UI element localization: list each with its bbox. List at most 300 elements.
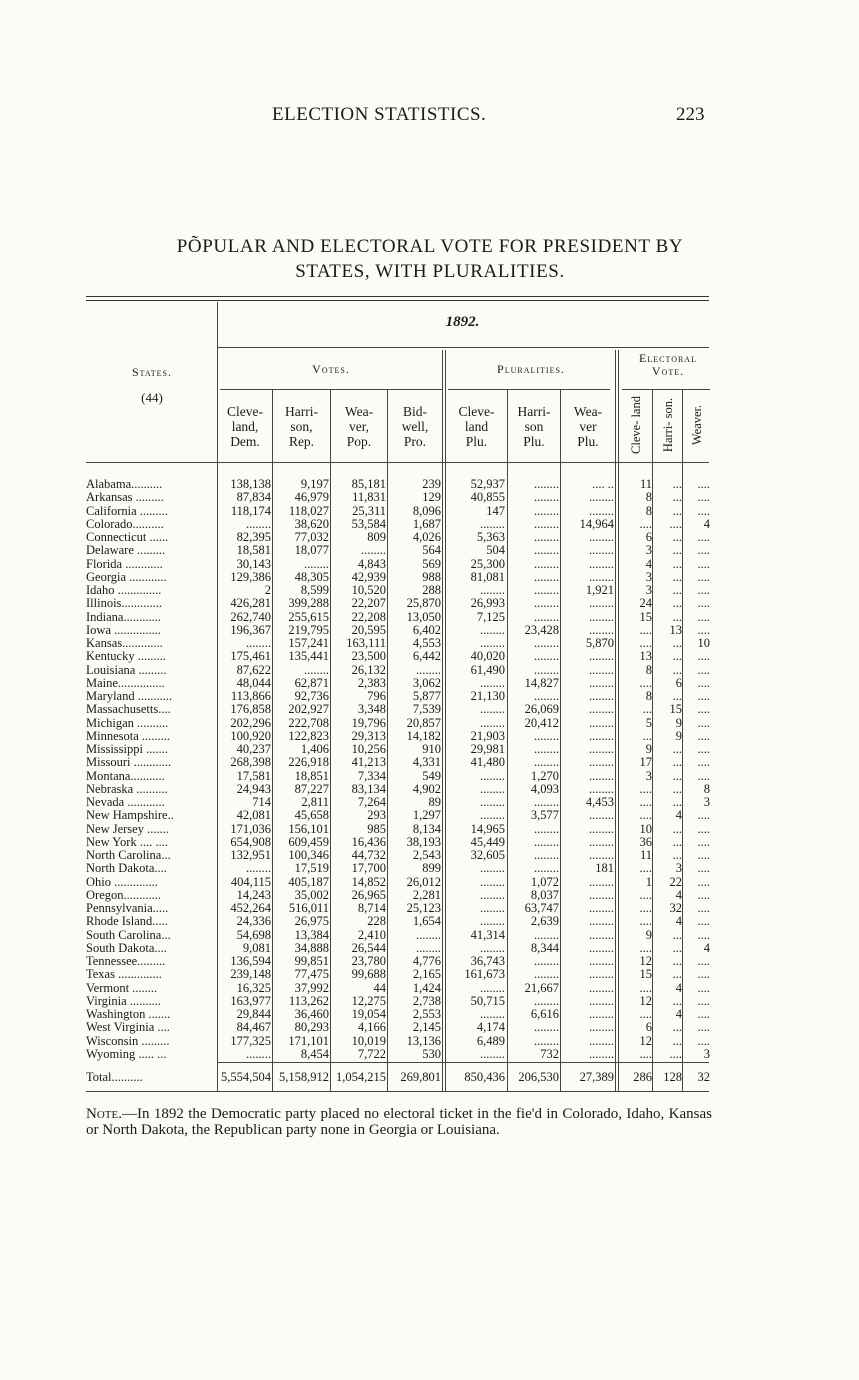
ev-cleveland: 1	[645, 875, 652, 889]
weaver-votes: 99,688	[351, 968, 386, 982]
ev-cleveland: 6	[645, 1021, 652, 1035]
weaver-plurality: ........	[589, 968, 614, 982]
table-row	[86, 677, 709, 690]
ev-cleveland: ....	[639, 1047, 652, 1061]
electoral-heading-line-1: Electoral	[639, 351, 697, 365]
weaver-plurality: ........	[589, 743, 614, 756]
weaver-votes: 809	[367, 531, 386, 544]
bidwell-votes: 3,062	[412, 676, 441, 690]
ev-cleveland: ....	[639, 782, 652, 796]
bidwell-votes: 2,145	[412, 1021, 441, 1035]
weaver-votes: 985	[367, 822, 386, 836]
ev-harrison: 4	[675, 1008, 682, 1021]
col-header-text: Cleve- land	[628, 396, 643, 454]
ev-weaver: ....	[697, 663, 710, 677]
weaver-plurality: 5,870	[585, 637, 614, 650]
cleveland-votes: 100,920	[230, 729, 271, 743]
col-header-weaver-plurality	[561, 404, 615, 449]
harrison-plurality: ........	[534, 955, 559, 968]
state-rows	[86, 478, 709, 1061]
ev-weaver: ....	[697, 902, 710, 915]
weaver-votes: 796	[367, 690, 386, 703]
harrison-votes: 17,519	[294, 862, 329, 876]
weaver-votes: 26,132	[351, 663, 386, 677]
harrison-plurality: 20,412	[524, 716, 559, 730]
weaver-votes: 7,264	[357, 796, 386, 809]
col-header-text: well,	[401, 419, 429, 434]
ev-weaver: ....	[697, 862, 710, 876]
ev-weaver: ....	[697, 809, 710, 823]
bidwell-votes: 564	[422, 544, 441, 558]
ev-cleveland: 17	[639, 756, 652, 770]
state-name: Connecticut ......	[86, 531, 169, 544]
ev-weaver: ....	[697, 597, 710, 611]
ev-weaver: 8	[703, 782, 710, 796]
total-row	[86, 1069, 709, 1085]
col-header-text: ver	[579, 419, 597, 434]
table-row	[86, 558, 709, 571]
col-header-text: Plu.	[577, 434, 599, 449]
ev-weaver: ....	[697, 1021, 710, 1035]
ev-harrison: ...	[672, 557, 682, 571]
bidwell-votes: 549	[422, 769, 441, 783]
total-rule	[217, 1062, 709, 1063]
harrison-plurality: ........	[534, 690, 559, 703]
table-row	[86, 717, 709, 730]
harrison-votes: 1,406	[300, 743, 329, 756]
bidwell-votes: 6,402	[412, 623, 441, 637]
bidwell-votes: 5,877	[412, 690, 441, 703]
cleveland-plurality: 25,300	[470, 557, 505, 571]
table-title-line-1: PÕPULAR AND ELECTORAL VOTE FOR PRESIDENT BY	[176, 236, 684, 257]
ev-cleveland: 11	[639, 849, 652, 862]
cleveland-plurality: ........	[480, 875, 505, 889]
harrison-votes: 77,475	[294, 968, 329, 982]
harrison-votes: 62,871	[294, 676, 329, 690]
cleveland-plurality: ........	[480, 623, 505, 637]
weaver-votes: 25,311	[352, 504, 386, 518]
ev-harrison: ...	[672, 570, 682, 584]
cleveland-plurality: 40,855	[470, 491, 505, 505]
col-header-text: Plu.	[465, 434, 488, 449]
ev-weaver: 3	[703, 1047, 710, 1061]
running-title: ELECTION STATISTICS.	[272, 104, 487, 125]
cleveland-plurality: 161,673	[464, 968, 505, 982]
table-row	[86, 982, 709, 995]
bidwell-votes: 2,281	[412, 888, 441, 902]
table-row	[86, 584, 709, 597]
harrison-votes: 99,851	[294, 955, 329, 968]
cleveland-plurality: 147	[486, 504, 505, 518]
weaver-votes: 163,111	[346, 637, 386, 650]
ev-weaver: ....	[697, 835, 710, 849]
cleveland-plurality: ........	[480, 862, 505, 876]
ev-weaver: ....	[697, 610, 710, 624]
bidwell-votes: 38,193	[406, 835, 441, 849]
bidwell-votes: 89	[428, 796, 441, 809]
table-row	[86, 902, 709, 915]
weaver-votes: 228	[367, 915, 386, 929]
ev-harrison: ...	[672, 637, 682, 650]
ev-weaver: ....	[697, 822, 710, 836]
table-row	[86, 770, 709, 783]
cleveland-votes: 132,951	[230, 849, 271, 862]
ev-cleveland: ...	[642, 729, 652, 743]
state-name: Florida ............	[86, 557, 163, 571]
bidwell-votes: 8,096	[412, 504, 441, 518]
weaver-votes: 29,313	[351, 729, 386, 743]
harrison-plurality: 23,428	[524, 623, 559, 637]
ev-cleveland: ....	[639, 902, 652, 915]
ev-harrison: 32	[669, 902, 682, 915]
col-header-text: Harri- son.	[660, 397, 675, 453]
ev-cleveland: ....	[639, 637, 652, 650]
bidwell-votes: 4,026	[412, 531, 441, 544]
ev-harrison: ...	[672, 663, 682, 677]
weaver-votes: 10,019	[351, 1034, 386, 1048]
cleveland-votes: ........	[246, 517, 271, 531]
cleveland-votes: 138,138	[230, 478, 271, 491]
harrison-votes: 38,620	[294, 517, 329, 531]
ev-harrison: 3	[675, 862, 682, 876]
harrison-plurality: ........	[534, 597, 559, 611]
ev-weaver: ....	[697, 716, 710, 730]
harrison-plurality: ........	[534, 478, 559, 491]
table-row	[86, 915, 709, 928]
state-name: Minnesota .........	[86, 729, 171, 743]
ev-cleveland: ....	[639, 676, 652, 690]
bidwell-votes: ........	[416, 663, 441, 677]
pluralities-group-heading: Pluralities.	[497, 362, 565, 376]
harrison-plurality: ........	[534, 796, 559, 809]
electoral-heading-line-2: Vote.	[651, 364, 685, 378]
year-heading: 1892.	[445, 314, 480, 330]
cleveland-plurality: 32,605	[470, 849, 505, 862]
weaver-plurality: ........	[589, 531, 614, 544]
harrison-plurality: ........	[534, 663, 559, 677]
state-name: Wisconsin .........	[86, 1034, 170, 1048]
harrison-plurality: 21,667	[524, 981, 559, 995]
weaver-plurality: ........	[589, 650, 614, 664]
table-row	[86, 650, 709, 663]
cleveland-votes: 177,325	[230, 1034, 271, 1048]
col-header-text: Cleve-	[458, 404, 495, 419]
harrison-votes: 516,011	[288, 902, 329, 915]
cleveland-votes: 175,461	[230, 650, 271, 664]
weaver-plurality: ........	[589, 994, 614, 1008]
weaver-votes: 16,436	[351, 835, 386, 849]
bidwell-votes: 26,012	[406, 875, 441, 889]
harrison-plurality: ........	[534, 610, 559, 624]
ev-harrison: ...	[672, 544, 682, 558]
cleveland-plurality: ........	[480, 716, 505, 730]
ev-weaver: ....	[697, 491, 710, 505]
ev-harrison: ...	[672, 743, 682, 756]
state-name: Washington .......	[86, 1008, 171, 1021]
total-label: Total..........	[86, 1070, 143, 1084]
cleveland-plurality: 61,490	[470, 663, 505, 677]
weaver-plurality: ........	[589, 623, 614, 637]
weaver-votes: 26,544	[351, 941, 386, 955]
weaver-votes: 3,348	[357, 703, 386, 717]
bidwell-votes: 8,134	[412, 822, 441, 836]
cleveland-plurality: 45,449	[470, 835, 505, 849]
col-header-text: Plu.	[523, 434, 545, 449]
cleveland-votes: 42,081	[236, 809, 271, 823]
harrison-plurality: ........	[534, 835, 559, 849]
weaver-plurality: ........	[589, 902, 614, 915]
cleveland-votes: 29,844	[236, 1008, 271, 1021]
harrison-plurality: 1,072	[530, 875, 559, 889]
harrison-plurality: 63,747	[524, 902, 559, 915]
cleveland-votes: 202,296	[230, 716, 271, 730]
bidwell-votes: 14,182	[406, 729, 441, 743]
col-header-text: Rep.	[288, 434, 315, 449]
weaver-plurality: ........	[589, 729, 614, 743]
bidwell-votes: 988	[422, 570, 441, 584]
state-name: Mississippi .......	[86, 743, 168, 756]
cleveland-votes: 48,044	[236, 676, 271, 690]
cleveland-votes: ........	[246, 637, 271, 650]
cleveland-plurality: 7,125	[476, 610, 505, 624]
harrison-votes: 222,708	[288, 716, 329, 730]
ev-harrison: ...	[672, 782, 682, 796]
ev-cleveland: 36	[639, 835, 652, 849]
ev-cleveland: 3	[645, 570, 652, 584]
state-name: Texas ..............	[86, 968, 162, 982]
harrison-votes: 100,346	[288, 849, 329, 862]
weaver-votes: 42,939	[351, 570, 386, 584]
weaver-plurality: ........	[589, 888, 614, 902]
cleveland-plurality: ........	[480, 902, 505, 915]
state-name: Ohio ..............	[86, 875, 158, 889]
bidwell-votes: 4,331	[412, 756, 441, 770]
cleveland-votes: 84,467	[236, 1021, 271, 1035]
cleveland-plurality: 504	[486, 544, 505, 558]
weaver-plurality: ........	[589, 557, 614, 571]
weaver-plurality: ........	[589, 491, 614, 505]
harrison-plurality: ........	[534, 1021, 559, 1035]
ev-weaver: ....	[697, 570, 710, 584]
harrison-votes: 34,888	[294, 941, 329, 955]
table-row	[86, 518, 709, 531]
bidwell-votes: 1,687	[412, 517, 441, 531]
ev-weaver: ....	[697, 756, 710, 770]
table-row	[86, 597, 709, 610]
harrison-plurality: 2,639	[530, 915, 559, 929]
weaver-votes: 14,852	[351, 875, 386, 889]
table-row	[86, 611, 709, 624]
bidwell-votes: 530	[422, 1047, 441, 1061]
col-header-text: Harri-	[285, 404, 318, 419]
weaver-votes: 2,383	[357, 676, 386, 690]
state-name: Nevada ............	[86, 796, 165, 809]
total-bidwell: 269,801	[400, 1070, 441, 1084]
ev-harrison: ...	[672, 531, 682, 544]
ev-cleveland: 8	[645, 491, 652, 505]
state-name: Michigan ..........	[86, 716, 169, 730]
harrison-plurality: ........	[534, 637, 559, 650]
table-row	[86, 995, 709, 1008]
state-name: Maine...............	[86, 676, 165, 690]
table-row	[86, 955, 709, 968]
ev-cleveland: 3	[645, 584, 652, 597]
harrison-plurality: ........	[534, 504, 559, 518]
states-count: (44)	[141, 390, 163, 405]
cleveland-votes: 17,581	[236, 769, 271, 783]
ev-harrison: ...	[672, 504, 682, 518]
state-name: Tennessee.........	[86, 955, 166, 968]
col-header-text: Harri-	[517, 404, 551, 419]
weaver-plurality: ........	[589, 570, 614, 584]
col-header-cleveland-plurality	[446, 404, 507, 449]
table-row	[86, 942, 709, 955]
ev-weaver: ....	[697, 1008, 710, 1021]
cleveland-votes: 40,237	[236, 743, 271, 756]
ev-harrison: 4	[675, 915, 682, 929]
table-row	[86, 664, 709, 677]
col-header-text: Weaver.	[689, 404, 704, 446]
state-name: Pennsylvania.....	[86, 902, 169, 915]
table-row	[86, 491, 709, 504]
top-rule-double	[86, 300, 709, 301]
cleveland-votes: 113,866	[230, 690, 271, 703]
harrison-votes: 609,459	[288, 835, 329, 849]
weaver-votes: 17,700	[351, 862, 386, 876]
running-header	[0, 104, 859, 128]
bidwell-votes: 7,539	[412, 703, 441, 717]
ev-weaver: ....	[697, 743, 710, 756]
state-name: Maryland ...........	[86, 690, 173, 703]
bidwell-votes: 4,776	[412, 955, 441, 968]
bidwell-votes: 239	[422, 478, 441, 491]
table-row	[86, 836, 709, 849]
table-row	[86, 929, 709, 942]
state-name: New Hampshire..	[86, 809, 174, 823]
cleveland-votes: 654,908	[230, 835, 271, 849]
cleveland-plurality: 36,743	[470, 955, 505, 968]
harrison-votes: 135,441	[288, 650, 329, 664]
ev-weaver: ....	[697, 955, 710, 968]
weaver-plurality: ........	[589, 941, 614, 955]
ev-harrison: ...	[672, 478, 682, 491]
ev-harrison: ...	[672, 835, 682, 849]
weaver-votes: 53,584	[351, 517, 386, 531]
bidwell-votes: 2,543	[412, 849, 441, 862]
harrison-plurality: ........	[534, 729, 559, 743]
ev-harrison: 9	[675, 729, 682, 743]
ev-cleveland: 12	[639, 994, 652, 1008]
state-name: Missouri ............	[86, 756, 172, 770]
weaver-plurality: 4,453	[585, 796, 614, 809]
bidwell-votes: 2,738	[412, 994, 441, 1008]
cleveland-plurality: ........	[480, 517, 505, 531]
cleveland-votes: 239,148	[230, 968, 271, 982]
table-row	[86, 1048, 709, 1061]
ev-harrison: 4	[675, 888, 682, 902]
state-name: Idaho ..............	[86, 584, 162, 597]
table-row	[86, 783, 709, 796]
cleveland-votes: 2	[264, 584, 271, 597]
ev-cleveland: 5	[645, 716, 652, 730]
cleveland-votes: 82,395	[236, 531, 271, 544]
cleveland-votes: 136,594	[230, 955, 271, 968]
cleveland-plurality: 81,081	[470, 570, 505, 584]
ev-weaver: ....	[697, 504, 710, 518]
state-name: Nebraska ..........	[86, 782, 168, 796]
weaver-votes: 7,722	[357, 1047, 386, 1061]
state-name: Montana...........	[86, 769, 165, 783]
bidwell-votes: 2,553	[412, 1008, 441, 1021]
ev-cleveland: 9	[645, 928, 652, 942]
state-name: Louisiana .........	[86, 663, 167, 677]
ev-cleveland: 12	[639, 1034, 652, 1048]
cleveland-votes: 452,264	[230, 902, 271, 915]
bidwell-votes: 25,123	[406, 902, 441, 915]
ev-cleveland: 8	[645, 690, 652, 703]
cleveland-votes: 87,834	[236, 491, 271, 505]
harrison-votes: 77,032	[294, 531, 329, 544]
weaver-votes: 19,796	[351, 716, 386, 730]
weaver-votes: 85,181	[351, 478, 386, 491]
cleveland-plurality: ........	[480, 1008, 505, 1021]
state-name: Kentucky .........	[86, 650, 166, 664]
weaver-votes: 4,166	[357, 1021, 386, 1035]
weaver-votes: 11,831	[352, 491, 386, 505]
harrison-plurality: ........	[534, 517, 559, 531]
ev-harrison: 4	[675, 809, 682, 823]
state-name: California .........	[86, 504, 168, 518]
harrison-plurality: 732	[540, 1047, 559, 1061]
cleveland-votes: 404,115	[230, 875, 271, 889]
weaver-votes: 10,256	[351, 743, 386, 756]
ev-harrison: ...	[672, 690, 682, 703]
weaver-votes: 2,410	[357, 928, 386, 942]
table-row	[86, 478, 709, 491]
ev-harrison: ...	[672, 1034, 682, 1048]
ev-harrison: ...	[672, 584, 682, 597]
total-weaver: 1,054,215	[336, 1070, 386, 1084]
cleveland-votes: 9,081	[242, 941, 271, 955]
weaver-plurality: ........	[589, 597, 614, 611]
footnote-text: —In 1892 the Democratic party placed no electoral ticket in the fie'd in Colorado, Idaho, Kansas or North Dakota, the Republican party none in Georgia or Louisiana.	[86, 1106, 712, 1138]
col-header-text: son	[524, 419, 544, 434]
cleveland-plurality: 41,480	[470, 756, 505, 770]
harrison-plurality: ........	[534, 544, 559, 558]
cleveland-plurality: ........	[480, 809, 505, 823]
harrison-votes: 8,454	[300, 1047, 329, 1061]
harrison-votes: ........	[304, 557, 329, 571]
ev-harrison: ...	[672, 796, 682, 809]
ev-harrison: ...	[672, 756, 682, 770]
bidwell-votes: 13,136	[406, 1034, 441, 1048]
state-name: Arkansas .........	[86, 491, 164, 505]
ev-weaver: ....	[697, 729, 710, 743]
ev-weaver: ....	[697, 981, 710, 995]
table-row	[86, 531, 709, 544]
ev-weaver: ....	[697, 544, 710, 558]
table-row	[86, 823, 709, 836]
weaver-votes: 44	[373, 981, 386, 995]
ev-weaver: ....	[697, 968, 710, 982]
cleveland-plurality: ........	[480, 703, 505, 717]
table-title-line-2: STATES, WITH PLURALITIES.	[295, 261, 565, 282]
col-header-text: ver,	[348, 419, 370, 434]
ev-cleveland: ....	[639, 862, 652, 876]
ev-harrison: ...	[672, 650, 682, 664]
ev-harrison: 9	[675, 716, 682, 730]
harrison-plurality: ........	[534, 743, 559, 756]
